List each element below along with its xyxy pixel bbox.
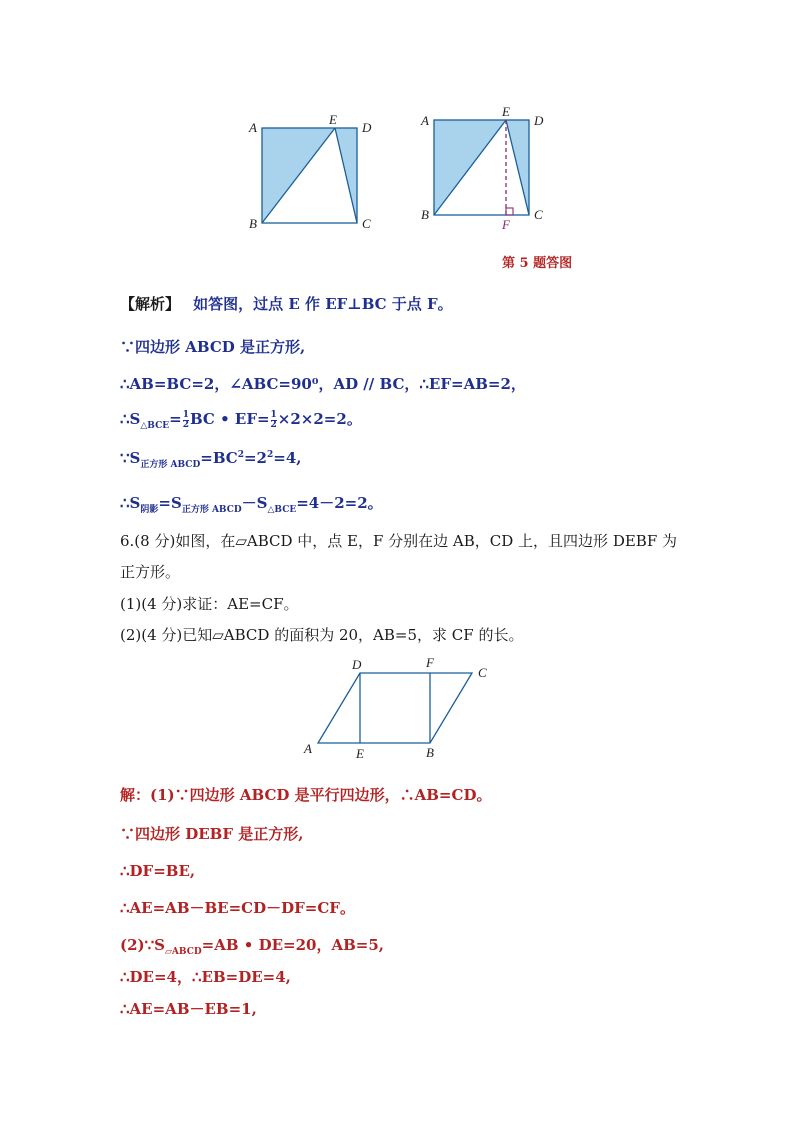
analysis-intro: 如答图，过点 E 作 EF⊥BC 于点 F。	[193, 295, 453, 313]
question-part-2: (2)(4 分)已知▱ABCD 的面积为 20，AB=5，求 CF 的长。	[120, 626, 524, 644]
fraction-half-2: $\frac{1}{2}$	[270, 409, 277, 430]
solution-line-4: ∴AE=AB－BE=CD－DF=CF。	[120, 899, 355, 917]
area-subscript: △BCE	[267, 505, 297, 515]
label-b: B	[426, 745, 434, 760]
label-a: A	[304, 741, 312, 756]
area-subscript: △BCE	[140, 421, 170, 431]
analysis-intro-line	[120, 293, 453, 314]
solution-line-6: ∴DE=4，∴EB=DE=4,	[120, 968, 291, 986]
figure-parallelogram	[300, 652, 500, 762]
label-c: C	[362, 216, 371, 231]
label-f: F	[426, 655, 434, 670]
expr-result: ×2×2=2。	[277, 410, 362, 428]
label-f: F	[502, 217, 510, 232]
question-line-1: 6.(8 分)如图，在▱ABCD 中，点 E，F 分别在边 AB，CD 上，且四边形 DEBF 为	[120, 532, 678, 550]
equals: =	[169, 410, 182, 428]
expr-bc-ef: BC • EF=	[189, 410, 270, 428]
label-d: D	[352, 657, 362, 672]
label-c: C	[534, 207, 543, 222]
analysis-line-4: $\because S_{正方形 ABCD}=BC^2=2^2=4$,	[120, 449, 302, 470]
question-part-1: (1)(4 分)求证：AE=CF。	[120, 595, 299, 613]
right-angle-mark	[506, 208, 513, 215]
question-line-2: 正方形。	[120, 563, 181, 581]
figure-caption: 第 5 题答图	[502, 256, 573, 271]
fraction-half-1: $\frac{1}{2}$	[182, 409, 189, 430]
label-e: E	[502, 105, 510, 119]
analysis-line-3	[120, 408, 362, 431]
analysis-line-2: ∴AB=BC=2，∠ABC=90⁰，AD // BC，∴EF=AB=2，	[120, 375, 526, 393]
area-subscript: 正方形 ABCD	[181, 505, 242, 515]
area-subscript: 阴影	[140, 505, 159, 515]
label-d: D	[534, 113, 544, 128]
label-a: A	[249, 120, 257, 135]
solution-line-1: 解：(1)∵四边形 ABCD 是平行四边形，∴AB=CD。	[120, 786, 492, 804]
label-e: E	[356, 746, 364, 761]
label-b: B	[421, 207, 429, 222]
figure-square-2	[412, 105, 552, 235]
solution-line-7: ∴AE=AB－EB=1,	[120, 1000, 257, 1018]
label-e: E	[329, 115, 337, 127]
solution-line-5: $(2)\because S_{▱ABCD}=AB$ • DE=20，AB=5,	[120, 936, 385, 957]
label-d: D	[362, 120, 372, 135]
area-subscript: 正方形 ABCD	[140, 460, 201, 470]
figure-square-1	[240, 115, 380, 235]
exponent: 2	[267, 450, 274, 460]
label-a: A	[421, 113, 429, 128]
solution-line-2: ∵四边形 DEBF 是正方形,	[120, 825, 304, 843]
area-symbol: ∴S	[120, 410, 141, 428]
label-b: B	[249, 216, 257, 231]
solution-line-3: ∴DF=BE,	[120, 862, 196, 880]
area-subscript: ▱ABCD	[165, 947, 202, 957]
analysis-tag: 【解析】	[120, 295, 181, 313]
parallelogram-outline	[318, 673, 472, 743]
exponent: 2	[237, 450, 244, 460]
analysis-line-1: ∵四边形 ABCD 是正方形,	[120, 338, 306, 356]
label-c: C	[478, 665, 487, 680]
analysis-line-5: $\therefore S_{阴影}=S_{正方形 ABCD}-S_{\triangle BCE}=4-2=2$。	[120, 494, 383, 515]
